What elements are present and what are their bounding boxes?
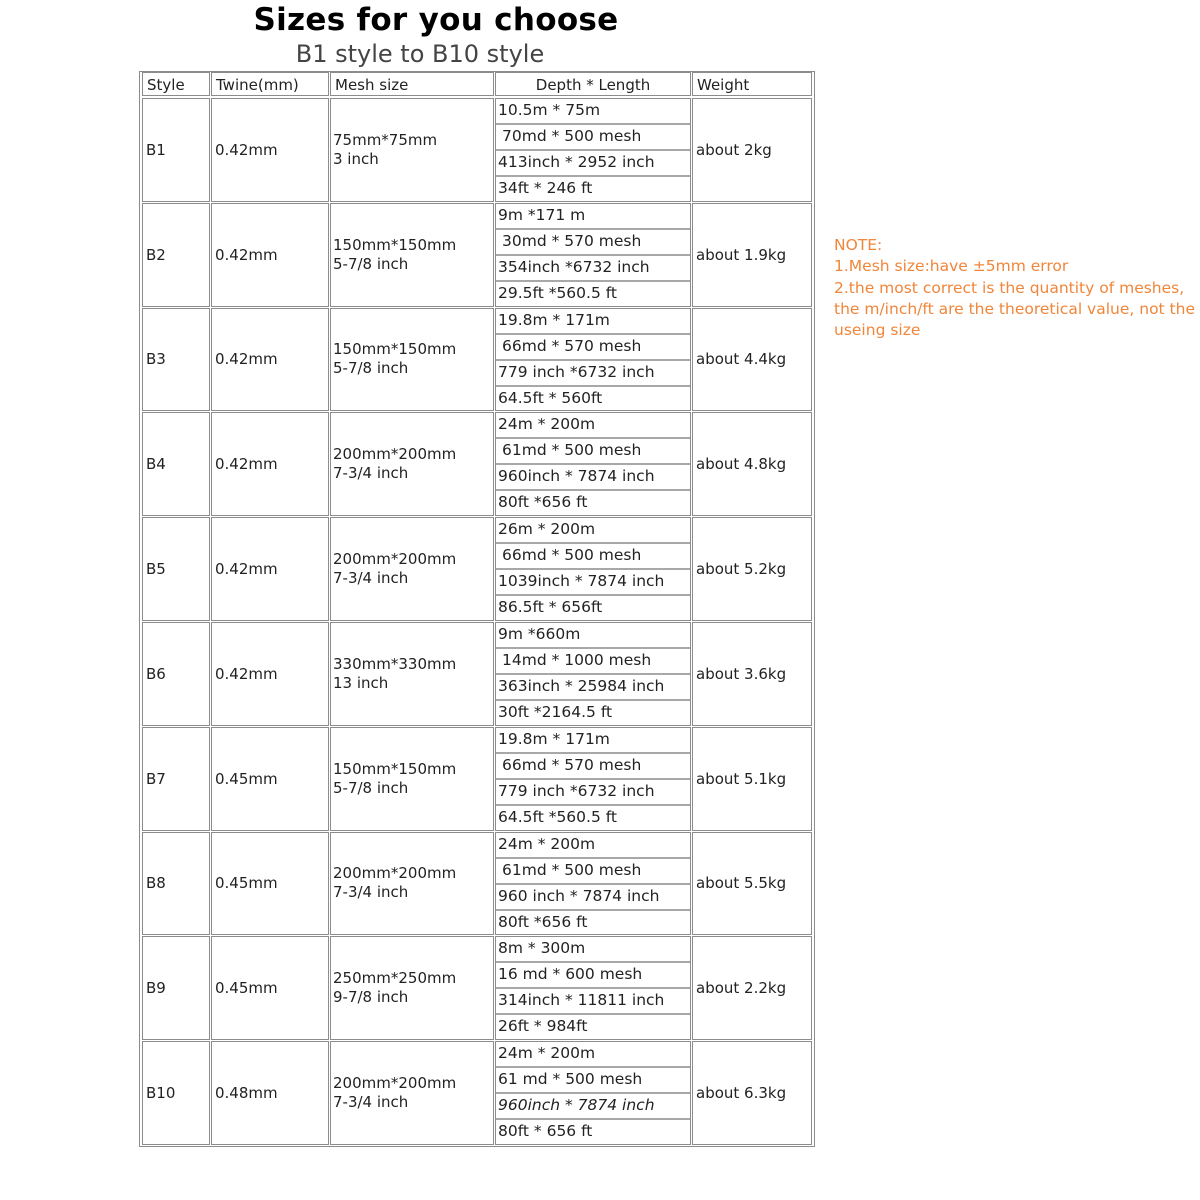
depth-length-line: 960inch * 7874 inch	[496, 465, 690, 491]
depth-length-line: 66md * 570 mesh	[496, 335, 690, 361]
mesh-size-cell	[330, 1041, 494, 1145]
note-line: 2.the most correct is the quantity of meshes,	[834, 278, 1185, 297]
depth-length-line: 363inch * 25984 inch	[496, 675, 690, 701]
mesh-size-line: 250mm*250mm	[333, 969, 457, 988]
depth-length-line: 9m *171 m	[496, 204, 690, 230]
depth-length-line: 66md * 500 mesh	[496, 544, 690, 570]
depth-length-line: 314inch * 11811 inch	[496, 989, 690, 1015]
depth-length-line: 14md * 1000 mesh	[496, 649, 690, 675]
twine-cell: 0.42mm	[211, 203, 329, 307]
mesh-size-line: 5-7/8 inch	[333, 778, 409, 797]
mesh-size-line: 7-3/4 inch	[333, 464, 409, 483]
style-cell: B7	[142, 727, 210, 831]
mesh-size-cell	[330, 517, 494, 621]
weight-cell: about 5.2kg	[692, 517, 812, 621]
depth-length-line: 80ft * 656 ft	[498, 1122, 593, 1141]
twine-cell: 0.42mm	[211, 412, 329, 516]
depth-length-line: 779 inch *6732 inch	[496, 361, 690, 387]
depth-length-line: 9m *660m	[496, 623, 690, 649]
depth-length-line: 19.8m * 171m	[496, 728, 690, 754]
weight-cell: about 4.8kg	[692, 412, 812, 516]
weight-cell: about 2.2kg	[692, 936, 812, 1040]
weight-cell: about 5.5kg	[692, 832, 812, 936]
depth-length-line: 24m * 200m	[496, 833, 690, 859]
depth-length-line: 8m * 300m	[496, 937, 690, 963]
mesh-size-line: 13 inch	[333, 673, 389, 692]
mesh-size-cell	[330, 622, 494, 726]
note-box	[834, 235, 1200, 341]
style-cell: B5	[142, 517, 210, 621]
style-cell: B1	[142, 98, 210, 202]
weight-cell: about 2kg	[692, 98, 812, 202]
mesh-size-line: 7-3/4 inch	[333, 569, 409, 588]
note-line: useing size	[834, 321, 921, 340]
page-title: Sizes for you choose	[253, 2, 619, 38]
mesh-size-line: 150mm*150mm	[333, 759, 457, 778]
note-line: 1.Mesh size:have ±5mm error	[834, 257, 1069, 276]
depth-length-line: 86.5ft * 656ft	[498, 598, 603, 617]
style-cell: B6	[142, 622, 210, 726]
style-cell: B10	[142, 1041, 210, 1145]
mesh-size-line: 200mm*200mm	[333, 445, 457, 464]
header-twine: Twine(mm)	[211, 72, 329, 96]
depth-length-line: 779 inch *6732 inch	[496, 780, 690, 806]
depth-length-line: 64.5ft * 560ft	[498, 388, 603, 407]
depth-length-cell	[495, 308, 691, 412]
note-line: the m/inch/ft are the theoretical value, not the	[834, 299, 1195, 318]
depth-length-line: 80ft *656 ft	[498, 912, 588, 931]
mesh-size-line: 150mm*150mm	[333, 235, 457, 254]
style-cell: B8	[142, 832, 210, 936]
mesh-size-line: 7-3/4 inch	[333, 1093, 409, 1112]
twine-cell: 0.42mm	[211, 98, 329, 202]
note-heading: NOTE:	[834, 236, 883, 254]
depth-length-line: 70md * 500 mesh	[496, 125, 690, 151]
depth-length-line: 10.5m * 75m	[496, 99, 690, 125]
style-cell: B2	[142, 203, 210, 307]
depth-length-cell	[495, 203, 691, 307]
depth-length-line: 61md * 500 mesh	[496, 859, 690, 885]
twine-cell: 0.48mm	[211, 1041, 329, 1145]
depth-length-cell	[495, 517, 691, 621]
depth-length-line: 80ft *656 ft	[498, 493, 588, 512]
weight-cell: about 5.1kg	[692, 727, 812, 831]
twine-cell: 0.42mm	[211, 517, 329, 621]
depth-length-line: 960inch * 7874 inch	[496, 1094, 690, 1120]
depth-length-line: 24m * 200m	[496, 413, 690, 439]
mesh-size-line: 9-7/8 inch	[333, 988, 409, 1007]
weight-cell: about 1.9kg	[692, 203, 812, 307]
depth-length-line: 354inch *6732 inch	[496, 256, 690, 282]
style-cell: B9	[142, 936, 210, 1040]
weight-cell: about 6.3kg	[692, 1041, 812, 1145]
header-mesh-size: Mesh size	[330, 72, 494, 96]
size-spec-table	[139, 71, 815, 1147]
mesh-size-line: 7-3/4 inch	[333, 883, 409, 902]
mesh-size-line: 200mm*200mm	[333, 864, 457, 883]
header-depth-length: Depth * Length	[495, 72, 691, 96]
depth-length-line: 30ft *2164.5 ft	[498, 703, 613, 721]
depth-length-line: 26ft * 984ft	[498, 1017, 588, 1036]
depth-length-cell	[495, 98, 691, 202]
depth-length-cell	[495, 832, 691, 936]
mesh-size-cell	[330, 727, 494, 831]
depth-length-line: 19.8m * 171m	[496, 309, 690, 335]
mesh-size-line: 75mm*75mm	[333, 130, 438, 149]
mesh-size-line: 150mm*150mm	[333, 340, 457, 359]
mesh-size-line: 200mm*200mm	[333, 550, 457, 569]
depth-length-line: 64.5ft *560.5 ft	[498, 807, 618, 826]
page-subtitle: B1 style to B10 style	[295, 40, 545, 68]
mesh-size-cell	[330, 203, 494, 307]
depth-length-cell	[495, 1041, 691, 1145]
weight-cell: about 3.6kg	[692, 622, 812, 726]
twine-cell: 0.45mm	[211, 727, 329, 831]
depth-length-line: 1039inch * 7874 inch	[496, 570, 690, 596]
header-style: Style	[142, 72, 210, 96]
depth-length-line: 61 md * 500 mesh	[496, 1068, 690, 1094]
depth-length-line: 34ft * 246 ft	[498, 179, 593, 197]
depth-length-line: 24m * 200m	[496, 1042, 690, 1068]
depth-length-cell	[495, 936, 691, 1040]
depth-length-cell	[495, 727, 691, 831]
depth-length-cell	[495, 622, 691, 726]
mesh-size-cell	[330, 308, 494, 412]
depth-length-cell	[495, 412, 691, 516]
depth-length-line: 413inch * 2952 inch	[496, 151, 690, 177]
mesh-size-line: 200mm*200mm	[333, 1074, 457, 1093]
depth-length-line: 16 md * 600 mesh	[496, 963, 690, 989]
style-cell: B3	[142, 308, 210, 412]
twine-cell: 0.42mm	[211, 622, 329, 726]
weight-cell: about 4.4kg	[692, 308, 812, 412]
mesh-size-cell	[330, 936, 494, 1040]
mesh-size-cell	[330, 412, 494, 516]
depth-length-line: 26m * 200m	[496, 518, 690, 544]
mesh-size-cell	[330, 832, 494, 936]
mesh-size-cell	[330, 98, 494, 202]
twine-cell: 0.45mm	[211, 832, 329, 936]
depth-length-line: 61md * 500 mesh	[496, 439, 690, 465]
mesh-size-line: 5-7/8 inch	[333, 359, 409, 378]
depth-length-line: 29.5ft *560.5 ft	[498, 283, 618, 302]
style-cell: B4	[142, 412, 210, 516]
header-weight: Weight	[692, 72, 812, 96]
depth-length-line: 30md * 570 mesh	[496, 230, 690, 256]
mesh-size-line: 3 inch	[333, 149, 379, 168]
twine-cell: 0.42mm	[211, 308, 329, 412]
twine-cell: 0.45mm	[211, 936, 329, 1040]
depth-length-line: 66md * 570 mesh	[496, 754, 690, 780]
depth-length-line: 960 inch * 7874 inch	[496, 885, 690, 911]
mesh-size-line: 5-7/8 inch	[333, 254, 409, 273]
mesh-size-line: 330mm*330mm	[333, 654, 457, 673]
